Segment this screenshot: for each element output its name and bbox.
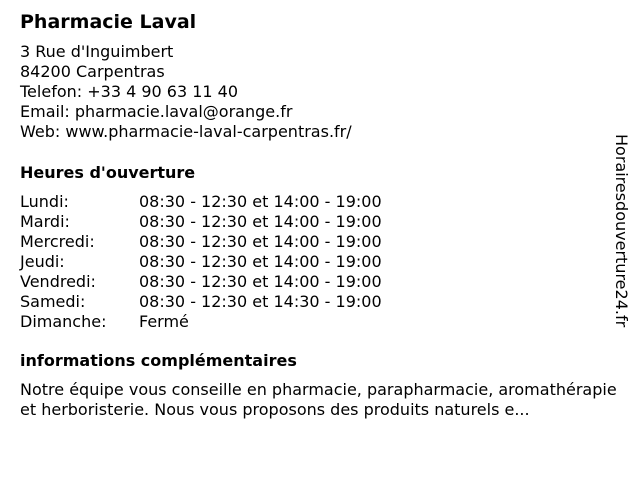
hours-row-monday — [20, 192, 620, 212]
day-hours: 08:30 - 12:30 et 14:00 - 19:00 — [139, 252, 382, 271]
day-label: Samedi: — [20, 292, 86, 311]
additional-info-text: Notre équipe vous conseille en pharmacie, parapharmacie, aromathérapie et herboristerie. Nous vous proposons des produits naturels e... — [20, 380, 617, 419]
day-hours: 08:30 - 12:30 et 14:30 - 19:00 — [139, 292, 382, 311]
day-hours: Fermé — [139, 312, 189, 331]
additional-info-heading: informations complémentaires — [20, 351, 297, 370]
day-hours: 08:30 - 12:30 et 14:00 - 19:00 — [139, 232, 382, 251]
hours-row-sunday — [20, 312, 620, 332]
street-address: 3 Rue d'Inguimbert — [20, 42, 174, 61]
site-watermark: Horairesdouverture24.fr — [612, 134, 631, 328]
day-label: Mardi: — [20, 212, 70, 231]
day-label: Dimanche: — [20, 312, 107, 331]
hours-row-saturday — [20, 292, 620, 312]
hours-row-friday — [20, 272, 620, 292]
day-label: Lundi: — [20, 192, 69, 211]
hours-row-tuesday — [20, 212, 620, 232]
pharmacy-name: Pharmacie Laval — [20, 11, 197, 33]
email-address: Email: pharmacie.laval@orange.fr — [20, 102, 293, 121]
day-hours: 08:30 - 12:30 et 14:00 - 19:00 — [139, 212, 382, 231]
city-postcode: 84200 Carpentras — [20, 62, 165, 81]
day-label: Vendredi: — [20, 272, 96, 291]
day-label: Mercredi: — [20, 232, 95, 251]
day-label: Jeudi: — [20, 252, 65, 271]
phone-number: Telefon: +33 4 90 63 11 40 — [20, 82, 239, 101]
hours-row-wednesday — [20, 232, 620, 252]
website: Web: www.pharmacie-laval-carpentras.fr/ — [20, 122, 352, 141]
opening-hours-table — [20, 192, 620, 332]
day-hours: 08:30 - 12:30 et 14:00 - 19:00 — [139, 272, 382, 291]
opening-hours-heading: Heures d'ouverture — [20, 163, 196, 182]
day-hours: 08:30 - 12:30 et 14:00 - 19:00 — [139, 192, 382, 211]
hours-row-thursday — [20, 252, 620, 272]
pharmacy-card — [20, 10, 620, 420]
